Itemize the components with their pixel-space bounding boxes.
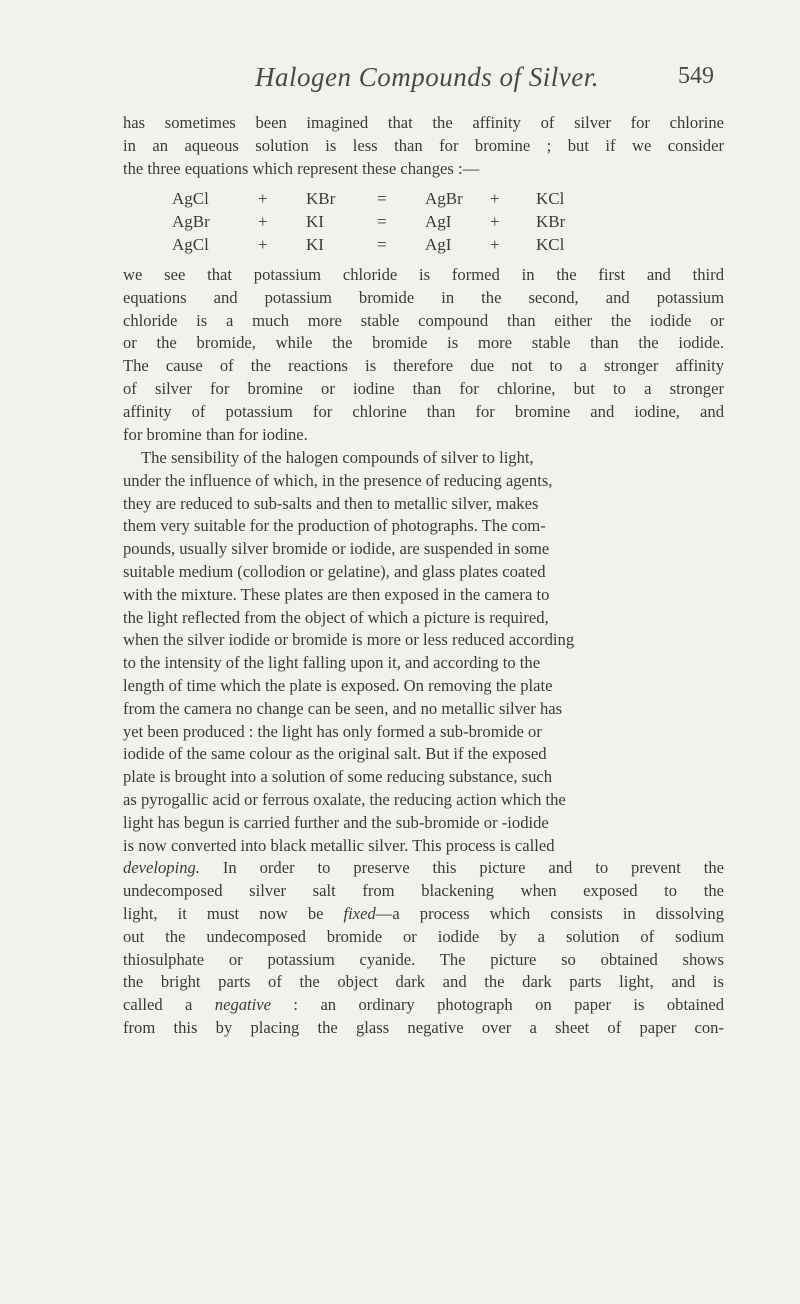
text-line: length of time which the plate is exposed. On removing the plate xyxy=(123,675,553,695)
text-line: out the undecomposed bromide or iodide by a solution of sodium xyxy=(123,926,724,946)
term-negative: negative xyxy=(214,995,272,1015)
text-line: the bright parts of the object dark and the dark parts light, and is xyxy=(123,972,724,992)
text-line: from the camera no change can be seen, and no metallic silver has xyxy=(123,698,563,718)
text-fragment: In order to preserve this picture and to prevent the xyxy=(199,858,724,878)
text-line: yet been produced : the light has only formed a sub-bromide or xyxy=(123,721,542,741)
text-line: for bromine than for iodine. xyxy=(123,424,308,444)
text-line: is now converted into black metallic silver. This process is called xyxy=(123,835,555,855)
text-line: has sometimes been imagined that the affinity of silver for chlorine xyxy=(123,113,724,132)
text-line: with the mixture. These plates are then exposed in the camera to xyxy=(123,584,550,604)
plus-sign: + xyxy=(258,235,268,254)
paragraph-photography xyxy=(123,447,724,1040)
page-header xyxy=(0,62,800,102)
text-line: we see that potassium chloride is formed in the first and third xyxy=(123,265,724,284)
paragraph-affinity xyxy=(123,264,724,446)
page-number: 549 xyxy=(678,63,714,89)
text-line: of silver for bromine or iodine than for chlorine, but to a stronger xyxy=(123,378,724,398)
text-line: when the silver iodide or bromide is more or less reduced according xyxy=(123,630,575,650)
product: KCl xyxy=(536,235,565,254)
reactant: KI xyxy=(306,212,324,231)
text-line: The cause of the reactions is therefore due not to a stronger affinity xyxy=(123,356,724,376)
plus-sign: + xyxy=(490,235,500,254)
text-fragment: —a process which consists in dissolving xyxy=(375,903,724,923)
text-line: The sensibility of the halogen compounds of silver to light, xyxy=(141,448,534,467)
term-fixed: fixed xyxy=(343,903,376,923)
text-line: they are reduced to sub-salts and then to metallic silver, makes xyxy=(123,493,539,513)
text-line: thiosulphate or potassium cyanide. The picture so obtained shows xyxy=(123,949,724,969)
text-line: them very suitable for the production of photographs. The com- xyxy=(123,516,546,536)
intro-paragraph xyxy=(123,112,724,180)
text-line: as pyrogallic acid or ferrous oxalate, the reducing action which the xyxy=(123,789,566,809)
equals-sign: = xyxy=(377,212,387,231)
text-line xyxy=(123,903,724,926)
text-line: the light reflected from the object of which a picture is required, xyxy=(123,607,549,627)
text-line xyxy=(123,994,724,1017)
text-line: in an aqueous solution is less than for bromine ; but if we consider xyxy=(123,135,724,155)
equals-sign: = xyxy=(377,235,387,254)
text-fragment: : an ordinary photograph on paper is obtained xyxy=(271,995,724,1015)
text-line: affinity of potassium for chlorine than for bromine and iodine, and xyxy=(123,401,724,421)
text-line: iodide of the same colour as the original salt. But if the exposed xyxy=(123,744,547,764)
text-line: chloride is a much more stable compound than either the iodide or xyxy=(123,310,724,330)
product: AgI xyxy=(425,212,452,231)
text-line: light has begun is carried further and the sub-bromide or -iodide xyxy=(123,812,549,832)
plus-sign: + xyxy=(258,212,268,231)
text-line xyxy=(123,857,724,880)
text-line: undecomposed silver salt from blackening when exposed to the xyxy=(123,881,724,901)
text-line: from this by placing the glass negative over a sheet of paper con- xyxy=(123,1017,724,1037)
text-line: equations and potassium bromide in the second, and potassium xyxy=(123,287,724,307)
reactant: AgCl xyxy=(172,189,209,208)
text-line: pounds, usually silver bromide or iodide, are suspended in some xyxy=(123,539,550,559)
equals-sign: = xyxy=(377,189,387,208)
product: KCl xyxy=(536,189,565,208)
text-line: plate is brought into a solution of some reducing substance, such xyxy=(123,767,553,787)
text-line: or the bromide, while the bromide is more stable than the iodide. xyxy=(123,333,724,353)
text-line: the three equations which represent these changes :— xyxy=(123,158,480,178)
plus-sign: + xyxy=(490,189,500,208)
product: KBr xyxy=(536,212,566,231)
reactant: KI xyxy=(306,235,324,254)
reactant: KBr xyxy=(306,189,336,208)
reactant: AgBr xyxy=(172,212,210,231)
product: AgBr xyxy=(425,189,463,208)
running-title: Halogen Compounds of Silver. xyxy=(255,62,599,92)
text-line: to the intensity of the light falling upon it, and according to the xyxy=(123,653,541,673)
text-fragment: light, it must now be xyxy=(123,903,344,923)
text-fragment: called a xyxy=(123,995,215,1015)
reactant: AgCl xyxy=(172,235,209,254)
plus-sign: + xyxy=(490,212,500,231)
text-line: suitable medium (collodion or gelatine), and glass plates coated xyxy=(123,561,546,581)
term-developing: developing. xyxy=(123,858,200,878)
text-line: under the influence of which, in the presence of reducing agents, xyxy=(123,470,553,490)
product: AgI xyxy=(425,235,452,254)
plus-sign: + xyxy=(258,189,268,208)
